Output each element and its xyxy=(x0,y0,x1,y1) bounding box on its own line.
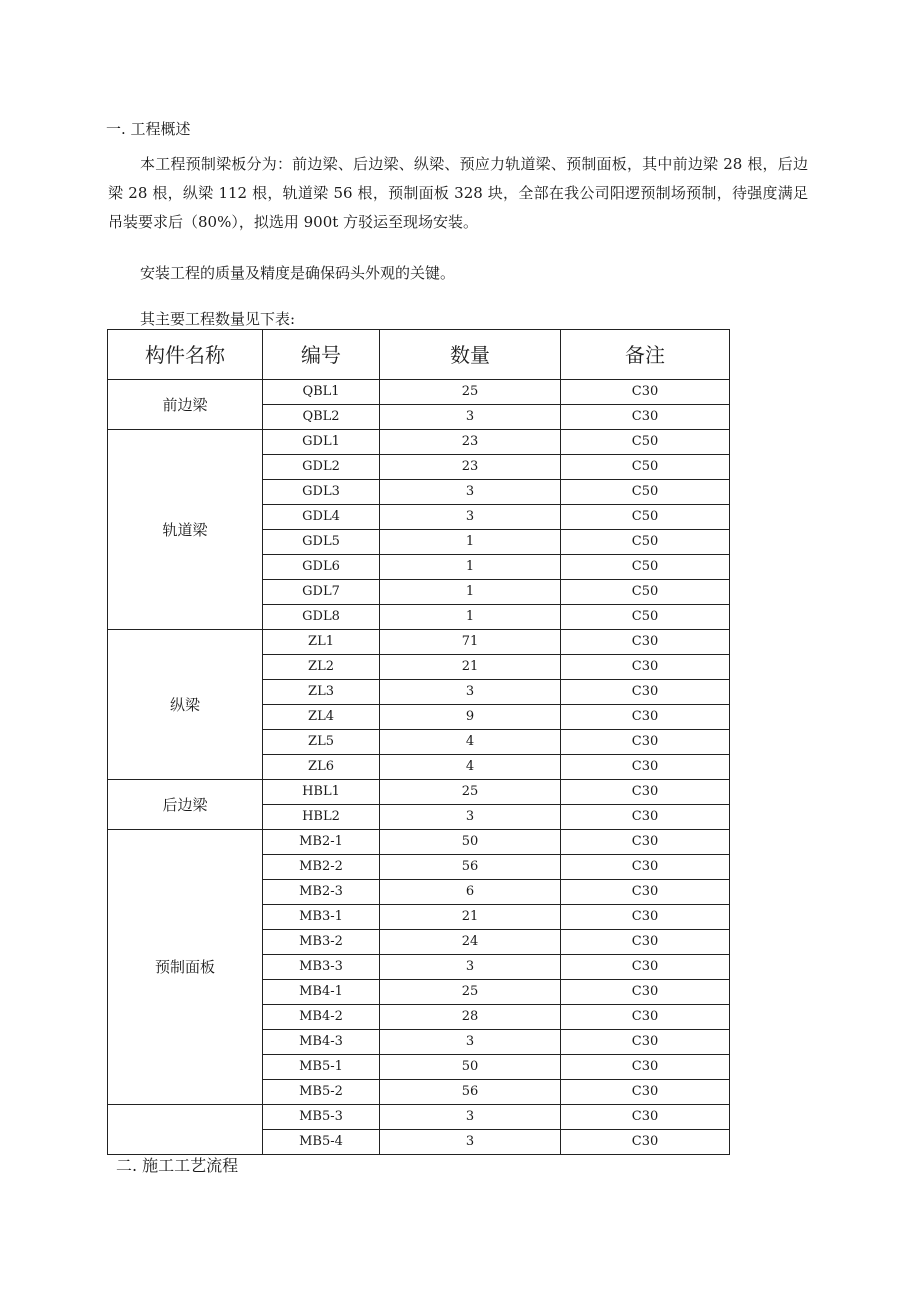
quantity-cell: 25 xyxy=(380,780,561,805)
code-cell: ZL2 xyxy=(263,655,380,680)
code-cell: MB2-3 xyxy=(263,880,380,905)
quantity-cell: 3 xyxy=(380,1105,561,1130)
quantity-cell: 23 xyxy=(380,430,561,455)
header-code: 编号 xyxy=(263,330,380,380)
quantity-cell: 56 xyxy=(380,855,561,880)
remark-cell: C30 xyxy=(561,830,730,855)
remark-cell: C30 xyxy=(561,930,730,955)
overview-paragraph: 本工程预制梁板分为：前边梁、后边梁、纵梁、预应力轨道梁、预制面板，其中前边梁 28 根，后边梁 28 根，纵梁 112 根，轨道梁 56 根，预制面板 328 块，全部在我公司阳逻预制场预制，待强度满足吊装要求后（80%），拟选用 900t 方驳运至现场安装。 xyxy=(108,155,808,231)
remark-cell: C30 xyxy=(561,855,730,880)
code-cell: GDL3 xyxy=(263,480,380,505)
table-row xyxy=(108,380,730,405)
quantity-cell: 3 xyxy=(380,1030,561,1055)
code-cell: ZL4 xyxy=(263,705,380,730)
remark-cell: C30 xyxy=(561,705,730,730)
code-cell: ZL1 xyxy=(263,630,380,655)
quantity-cell: 50 xyxy=(380,830,561,855)
code-cell: MB3-3 xyxy=(263,955,380,980)
group-name-cell: 预制面板 xyxy=(108,830,263,1105)
code-cell: MB3-1 xyxy=(263,905,380,930)
remark-cell: C30 xyxy=(561,405,730,430)
remark-cell: C30 xyxy=(561,880,730,905)
quantity-cell: 1 xyxy=(380,555,561,580)
code-cell: GDL1 xyxy=(263,430,380,455)
code-cell: MB5-1 xyxy=(263,1055,380,1080)
remark-cell: C30 xyxy=(561,1005,730,1030)
code-cell: HBL1 xyxy=(263,780,380,805)
remark-cell: C50 xyxy=(561,580,730,605)
header-component-name: 构件名称 xyxy=(108,330,263,380)
code-cell: MB5-4 xyxy=(263,1130,380,1155)
remark-cell: C30 xyxy=(561,680,730,705)
table-body xyxy=(108,380,730,1155)
code-cell: MB5-3 xyxy=(263,1105,380,1130)
remark-cell: C30 xyxy=(561,1030,730,1055)
quantity-cell: 3 xyxy=(380,480,561,505)
quantity-cell: 3 xyxy=(380,1130,561,1155)
quality-paragraph: 安装工程的质量及精度是确保码头外观的关键。 xyxy=(140,264,456,282)
remark-cell: C50 xyxy=(561,480,730,505)
code-cell: QBL1 xyxy=(263,380,380,405)
code-cell: MB4-3 xyxy=(263,1030,380,1055)
group-name-cell xyxy=(108,1105,263,1155)
remark-cell: C30 xyxy=(561,805,730,830)
table-intro-paragraph: 其主要工程数量见下表: xyxy=(140,310,296,328)
code-cell: GDL5 xyxy=(263,530,380,555)
remark-cell: C30 xyxy=(561,655,730,680)
code-cell: GDL7 xyxy=(263,580,380,605)
quantity-cell: 71 xyxy=(380,630,561,655)
code-cell: MB3-2 xyxy=(263,930,380,955)
remark-cell: C30 xyxy=(561,1130,730,1155)
group-name-cell: 轨道梁 xyxy=(108,430,263,630)
remark-cell: C50 xyxy=(561,530,730,555)
remark-cell: C30 xyxy=(561,1055,730,1080)
group-name-cell: 纵梁 xyxy=(108,630,263,780)
table-header-row xyxy=(108,330,730,380)
quantity-cell: 4 xyxy=(380,755,561,780)
quantity-cell: 21 xyxy=(380,905,561,930)
quantity-cell: 4 xyxy=(380,730,561,755)
code-cell: MB5-2 xyxy=(263,1080,380,1105)
table-row xyxy=(108,630,730,655)
code-cell: ZL5 xyxy=(263,730,380,755)
remark-cell: C50 xyxy=(561,555,730,580)
remark-cell: C50 xyxy=(561,430,730,455)
quantity-cell: 21 xyxy=(380,655,561,680)
remark-cell: C30 xyxy=(561,630,730,655)
table-row xyxy=(108,780,730,805)
quantity-cell: 9 xyxy=(380,705,561,730)
code-cell: ZL3 xyxy=(263,680,380,705)
header-quantity: 数量 xyxy=(380,330,561,380)
code-cell: GDL4 xyxy=(263,505,380,530)
table-row xyxy=(108,1105,730,1130)
quantity-cell: 3 xyxy=(380,505,561,530)
remark-cell: C30 xyxy=(561,1080,730,1105)
quantity-cell: 25 xyxy=(380,980,561,1005)
remark-cell: C30 xyxy=(561,980,730,1005)
table-row xyxy=(108,830,730,855)
code-cell: ZL6 xyxy=(263,755,380,780)
quantity-cell: 28 xyxy=(380,1005,561,1030)
section1-heading: 一. 工程概述 xyxy=(106,120,191,138)
quantity-table-wrapper xyxy=(107,329,729,1155)
quantity-cell: 56 xyxy=(380,1080,561,1105)
code-cell: QBL2 xyxy=(263,405,380,430)
remark-cell: C50 xyxy=(561,505,730,530)
quantity-cell: 24 xyxy=(380,930,561,955)
code-cell: HBL2 xyxy=(263,805,380,830)
table-row xyxy=(108,430,730,455)
remark-cell: C50 xyxy=(561,605,730,630)
code-cell: MB2-2 xyxy=(263,855,380,880)
quantity-cell: 3 xyxy=(380,805,561,830)
code-cell: MB2-1 xyxy=(263,830,380,855)
section2-heading: 二. 施工工艺流程 xyxy=(116,1156,239,1175)
group-name-cell: 后边梁 xyxy=(108,780,263,830)
remark-cell: C30 xyxy=(561,905,730,930)
quantity-cell: 1 xyxy=(380,530,561,555)
quantity-cell: 6 xyxy=(380,880,561,905)
quantity-cell: 25 xyxy=(380,380,561,405)
remark-cell: C30 xyxy=(561,730,730,755)
code-cell: GDL8 xyxy=(263,605,380,630)
code-cell: GDL6 xyxy=(263,555,380,580)
quantity-cell: 3 xyxy=(380,405,561,430)
group-name-cell: 前边梁 xyxy=(108,380,263,430)
quantity-cell: 23 xyxy=(380,455,561,480)
remark-cell: C50 xyxy=(561,455,730,480)
code-cell: MB4-2 xyxy=(263,1005,380,1030)
remark-cell: C30 xyxy=(561,755,730,780)
remark-cell: C30 xyxy=(561,1105,730,1130)
quantity-cell: 1 xyxy=(380,605,561,630)
header-remark: 备注 xyxy=(561,330,730,380)
quantity-cell: 3 xyxy=(380,680,561,705)
quantity-cell: 1 xyxy=(380,580,561,605)
code-cell: MB4-1 xyxy=(263,980,380,1005)
remark-cell: C30 xyxy=(561,955,730,980)
remark-cell: C30 xyxy=(561,380,730,405)
quantity-table xyxy=(107,329,730,1155)
remark-cell: C30 xyxy=(561,780,730,805)
code-cell: GDL2 xyxy=(263,455,380,480)
quantity-cell: 3 xyxy=(380,955,561,980)
quantity-cell: 50 xyxy=(380,1055,561,1080)
